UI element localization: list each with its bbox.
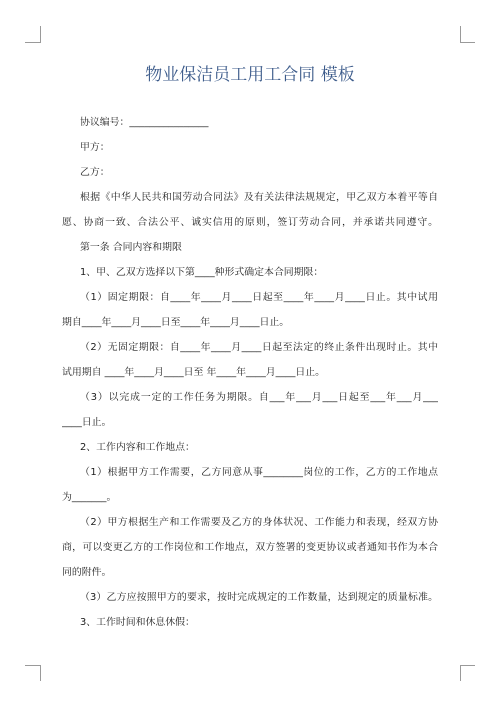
job-change-line-2: 商，可以变更乙方的工作岗位和工作地点，双方签署的变更协议或者通知书作为本合 [62,542,438,553]
clause-2-heading: 2、工作内容和工作地点： [80,442,195,453]
party-b-line: 乙方： [80,167,110,178]
crop-mark-line [40,665,41,681]
fixed-term-line-2: 期自____年____月____日至____年____月____日止。 [62,317,290,328]
task-based-term-line-1: （3）以完成一定的工作任务为期限。自___年___月___日起至___年___月___ [80,392,438,403]
job-change-line-3: 同的附件。 [62,567,112,578]
work-quality-line: （3）乙方应按照甲方的要求，按时完成规定的工作数量，达到规定的质量标准。 [80,592,438,603]
crop-mark-line [460,26,461,42]
document-body [62,110,438,635]
job-change-line-1: （2）甲方根据生产和工作需要及乙方的身体状况、工作能力和表现，经双方协 [80,517,438,528]
open-ended-term-line-1: （2）无固定期限：自____年____月____日起至法定的终止条件出现时止。其中 [80,342,438,353]
clause-term-type-line: 1、甲、乙双方选择以下第____种形式确定本合同期限： [80,267,324,278]
open-ended-term-line-2: 试用期自 ____年____月____日至 年____年____月____日止。 [62,367,326,378]
party-a-line: 甲方： [80,142,110,153]
task-based-term-line-2: ____日止。 [62,417,112,428]
crop-mark-line [40,26,41,42]
crop-mark-line [460,665,475,666]
fixed-term-line-1: （1）固定期限：自____年____月____日起至____年____月____日止。其中试用 [80,292,438,303]
job-position-line-1: （1）根据甲方工作需要，乙方同意从事________岗位的工作，乙方的工作地点 [80,467,438,478]
crop-mark-line [460,42,475,43]
crop-mark-line [25,42,41,43]
clause-3-heading: 3、工作时间和休息休假： [80,617,195,628]
job-position-line-2: 为_______。 [62,492,117,503]
document-title: 物业保洁员工用工合同 模板 [145,65,355,85]
preamble-line-2: 愿、协商一致、合法公平、诚实信用的原则，签订劳动合同，并承诺共同遵守。 [62,217,438,228]
agreement-number-line: 协议编号：________________ [80,117,209,128]
crop-mark-line [460,665,461,681]
crop-mark-line [25,665,41,666]
article-1-heading: 第一条 合同内容和期限 [80,242,182,253]
preamble-line-1: 根据《中华人民共和国劳动合同法》及有关法律法规规定，甲乙双方本着平等自 [80,192,438,203]
